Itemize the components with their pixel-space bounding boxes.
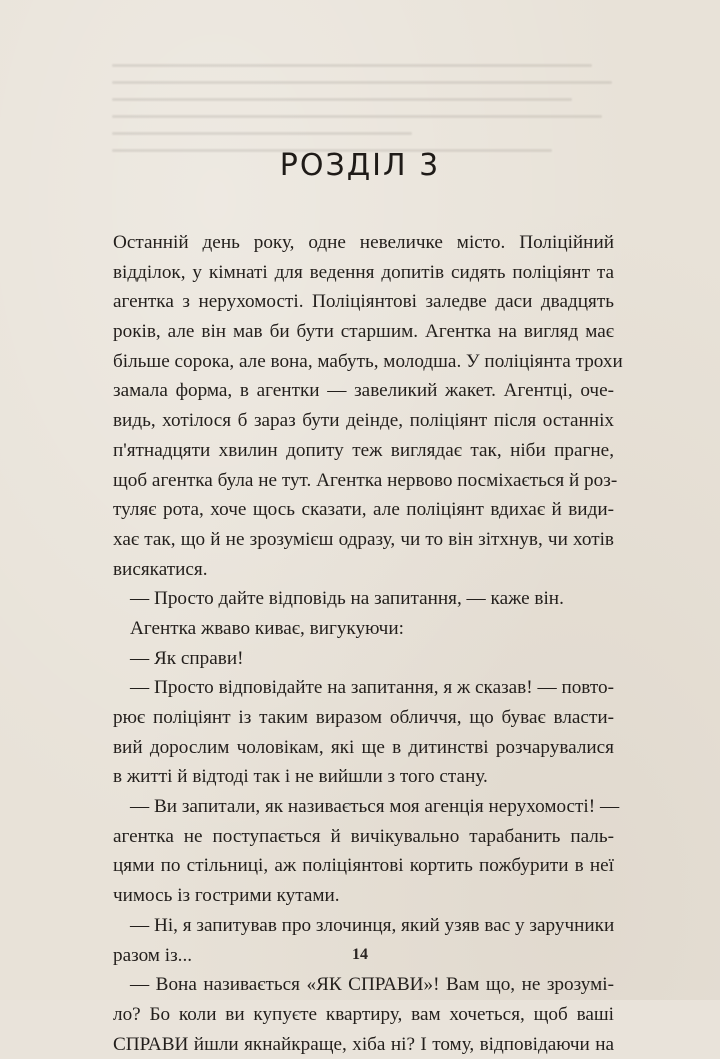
text-line: цями по стільниці, аж поліціянтові кортить пожбурити в неї xyxy=(113,855,614,877)
text-line: видь, хотілося б зараз бути деінде, поліціянт після останніх xyxy=(113,410,614,432)
text-line: — Ні, я запитував про злочинця, який узяв вас у заручники xyxy=(130,914,615,936)
text-line: Останній день року, одне невеличке місто. Поліційний xyxy=(113,232,614,253)
text-line: чимось із гострими кутами. xyxy=(113,885,340,907)
text-line: разом із... xyxy=(113,944,193,966)
text-line: п'ятнадцяти хвилин допиту теж виглядає так, ніби прагне, xyxy=(113,439,614,461)
text-line: хає так, що й не зрозумієш одразу, чи то він зітхнув, чи хотів xyxy=(113,528,614,550)
text-line: відділок, у кімнаті для ведення допитів сидять поліціянт та xyxy=(113,261,614,283)
text-line: СПРАВИ йшли якнайкраще, хіба ні? І тому, відповідаючи на xyxy=(113,1033,614,1055)
text-line: — Просто дайте відповідь на запитання, — каже він. xyxy=(130,588,564,610)
text-line: в житті й відтоді так і не вийшли з того стану. xyxy=(113,766,488,788)
text-line: висякатися. xyxy=(113,558,208,580)
text-line: — Просто відповідайте на запитання, я ж сказав! — повто- xyxy=(130,677,614,699)
text-line: років, але він мав би бути старшим. Агентка на вигляд має xyxy=(113,321,614,343)
text-line: щоб агентка була не тут. Агентка нервово посміхається й роз- xyxy=(113,469,618,491)
text-line: — Як справи! xyxy=(130,647,244,669)
page-number: 14 xyxy=(352,946,368,963)
body-text xyxy=(113,228,623,1059)
text-line: агентка з нерухомості. Поліціянтові заледве даси двадцять xyxy=(113,291,614,313)
text-line: рює поліціянт із таким виразом обличчя, що буває власти- xyxy=(113,707,614,728)
text-line: ло? Бо коли ви купуєте квартиру, вам хочеться, щоб ваші xyxy=(113,1003,614,1025)
text-line: — Ви запитали, як називається моя агенція нерухомості! — xyxy=(130,796,620,818)
text-line: туляє рота, хоче щось сказати, але поліціянт вдихає й види- xyxy=(113,499,614,521)
text-line: Агентка жваво киває, вигукуючи: xyxy=(130,617,404,639)
text-line: замала форма, в агентки — завеликий жакет. Агентці, оче- xyxy=(113,380,614,402)
text-line: — Вона називається «ЯК СПРАВИ»! Вам що, не зрозумі- xyxy=(130,974,614,996)
text-line: вий дорослим чоловікам, які ще в дитинстві розчарувалися xyxy=(113,736,614,758)
text-line: агентка не поступається й вичікувально тарабанить паль- xyxy=(113,825,614,847)
chapter-title: РОЗДІЛ 3 xyxy=(279,148,441,183)
text-line: більше сорока, але вона, мабуть, молодша. У поліціянта трохи xyxy=(113,350,623,372)
